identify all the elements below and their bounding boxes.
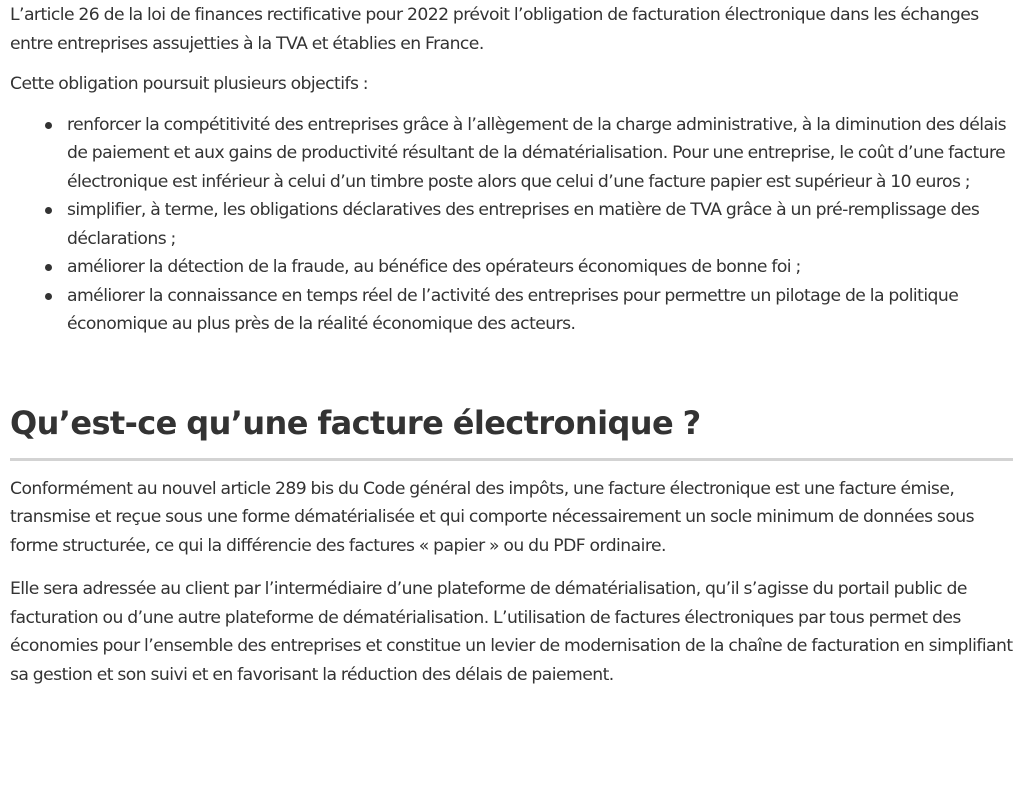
bullet-icon [45, 122, 52, 129]
objectives-list [10, 111, 1014, 339]
list-item-text: simplifier, à terme, les obligations déclaratives des entreprises en matière de TVA grâce à un pré-remplissage des déclarations ; [67, 200, 980, 249]
platform-paragraph: Elle sera adressée au client par l’intermédiaire d’une plateforme de dématérialisation, qu’il s’agisse du portail public de facturation ou d’une autre plateforme de dématérialisation. L’utilisation de factures électroniques par tous permet des économies pour l’ensemble des entreprises et constitue un levier de modernisation de la chaîne de facturation en simplifiant sa gestion et son suivi et en favorisant la réduction des délais de paiement. [10, 579, 1013, 685]
section-heading: Qu’est-ce qu’une facture électronique ? [10, 403, 701, 442]
list-item-text: améliorer la détection de la fraude, au bénéfice des opérateurs économiques de bonne foi ; [67, 257, 801, 277]
list-item [67, 111, 1014, 197]
bullet-icon [45, 264, 52, 271]
list-item [67, 196, 1014, 253]
objectives-lead: Cette obligation poursuit plusieurs objectifs : [10, 74, 369, 94]
list-item-text: améliorer la connaissance en temps réel de l’activité des entreprises pour permettre un pilotage de la politique économique au plus près de la réalité économique des acteurs. [67, 285, 959, 334]
intro-paragraph: L’article 26 de la loi de finances rectificative pour 2022 prévoit l’obligation de facturation électronique dans les échanges entre entreprises assujetties à la TVA et établies en France. [10, 5, 979, 54]
bullet-icon [45, 293, 52, 300]
list-item-text: renforcer la compétitivité des entreprises grâce à l’allègement de la charge administrative, à la diminution des délais de paiement et aux gains de productivité résultant de la dématérialisation. Pour une entreprise, le coût d’une facture électronique est inférieur à celui d’un timbre poste alors que celui d’une facture papier est supérieur à 10 euros ; [67, 114, 1007, 192]
bullet-icon [45, 207, 52, 214]
definition-paragraph: Conformément au nouvel article 289 bis du Code général des impôts, une facture électronique est une facture émise, transmise et reçue sous une forme dématérialisée et qui comporte nécessairement un socle minimum de données sous forme structurée, ce qui la différencie des factures « papier » ou du PDF ordinaire. [10, 478, 975, 556]
list-item [67, 253, 1014, 282]
list-item [67, 282, 1014, 339]
section-divider [10, 458, 1013, 461]
